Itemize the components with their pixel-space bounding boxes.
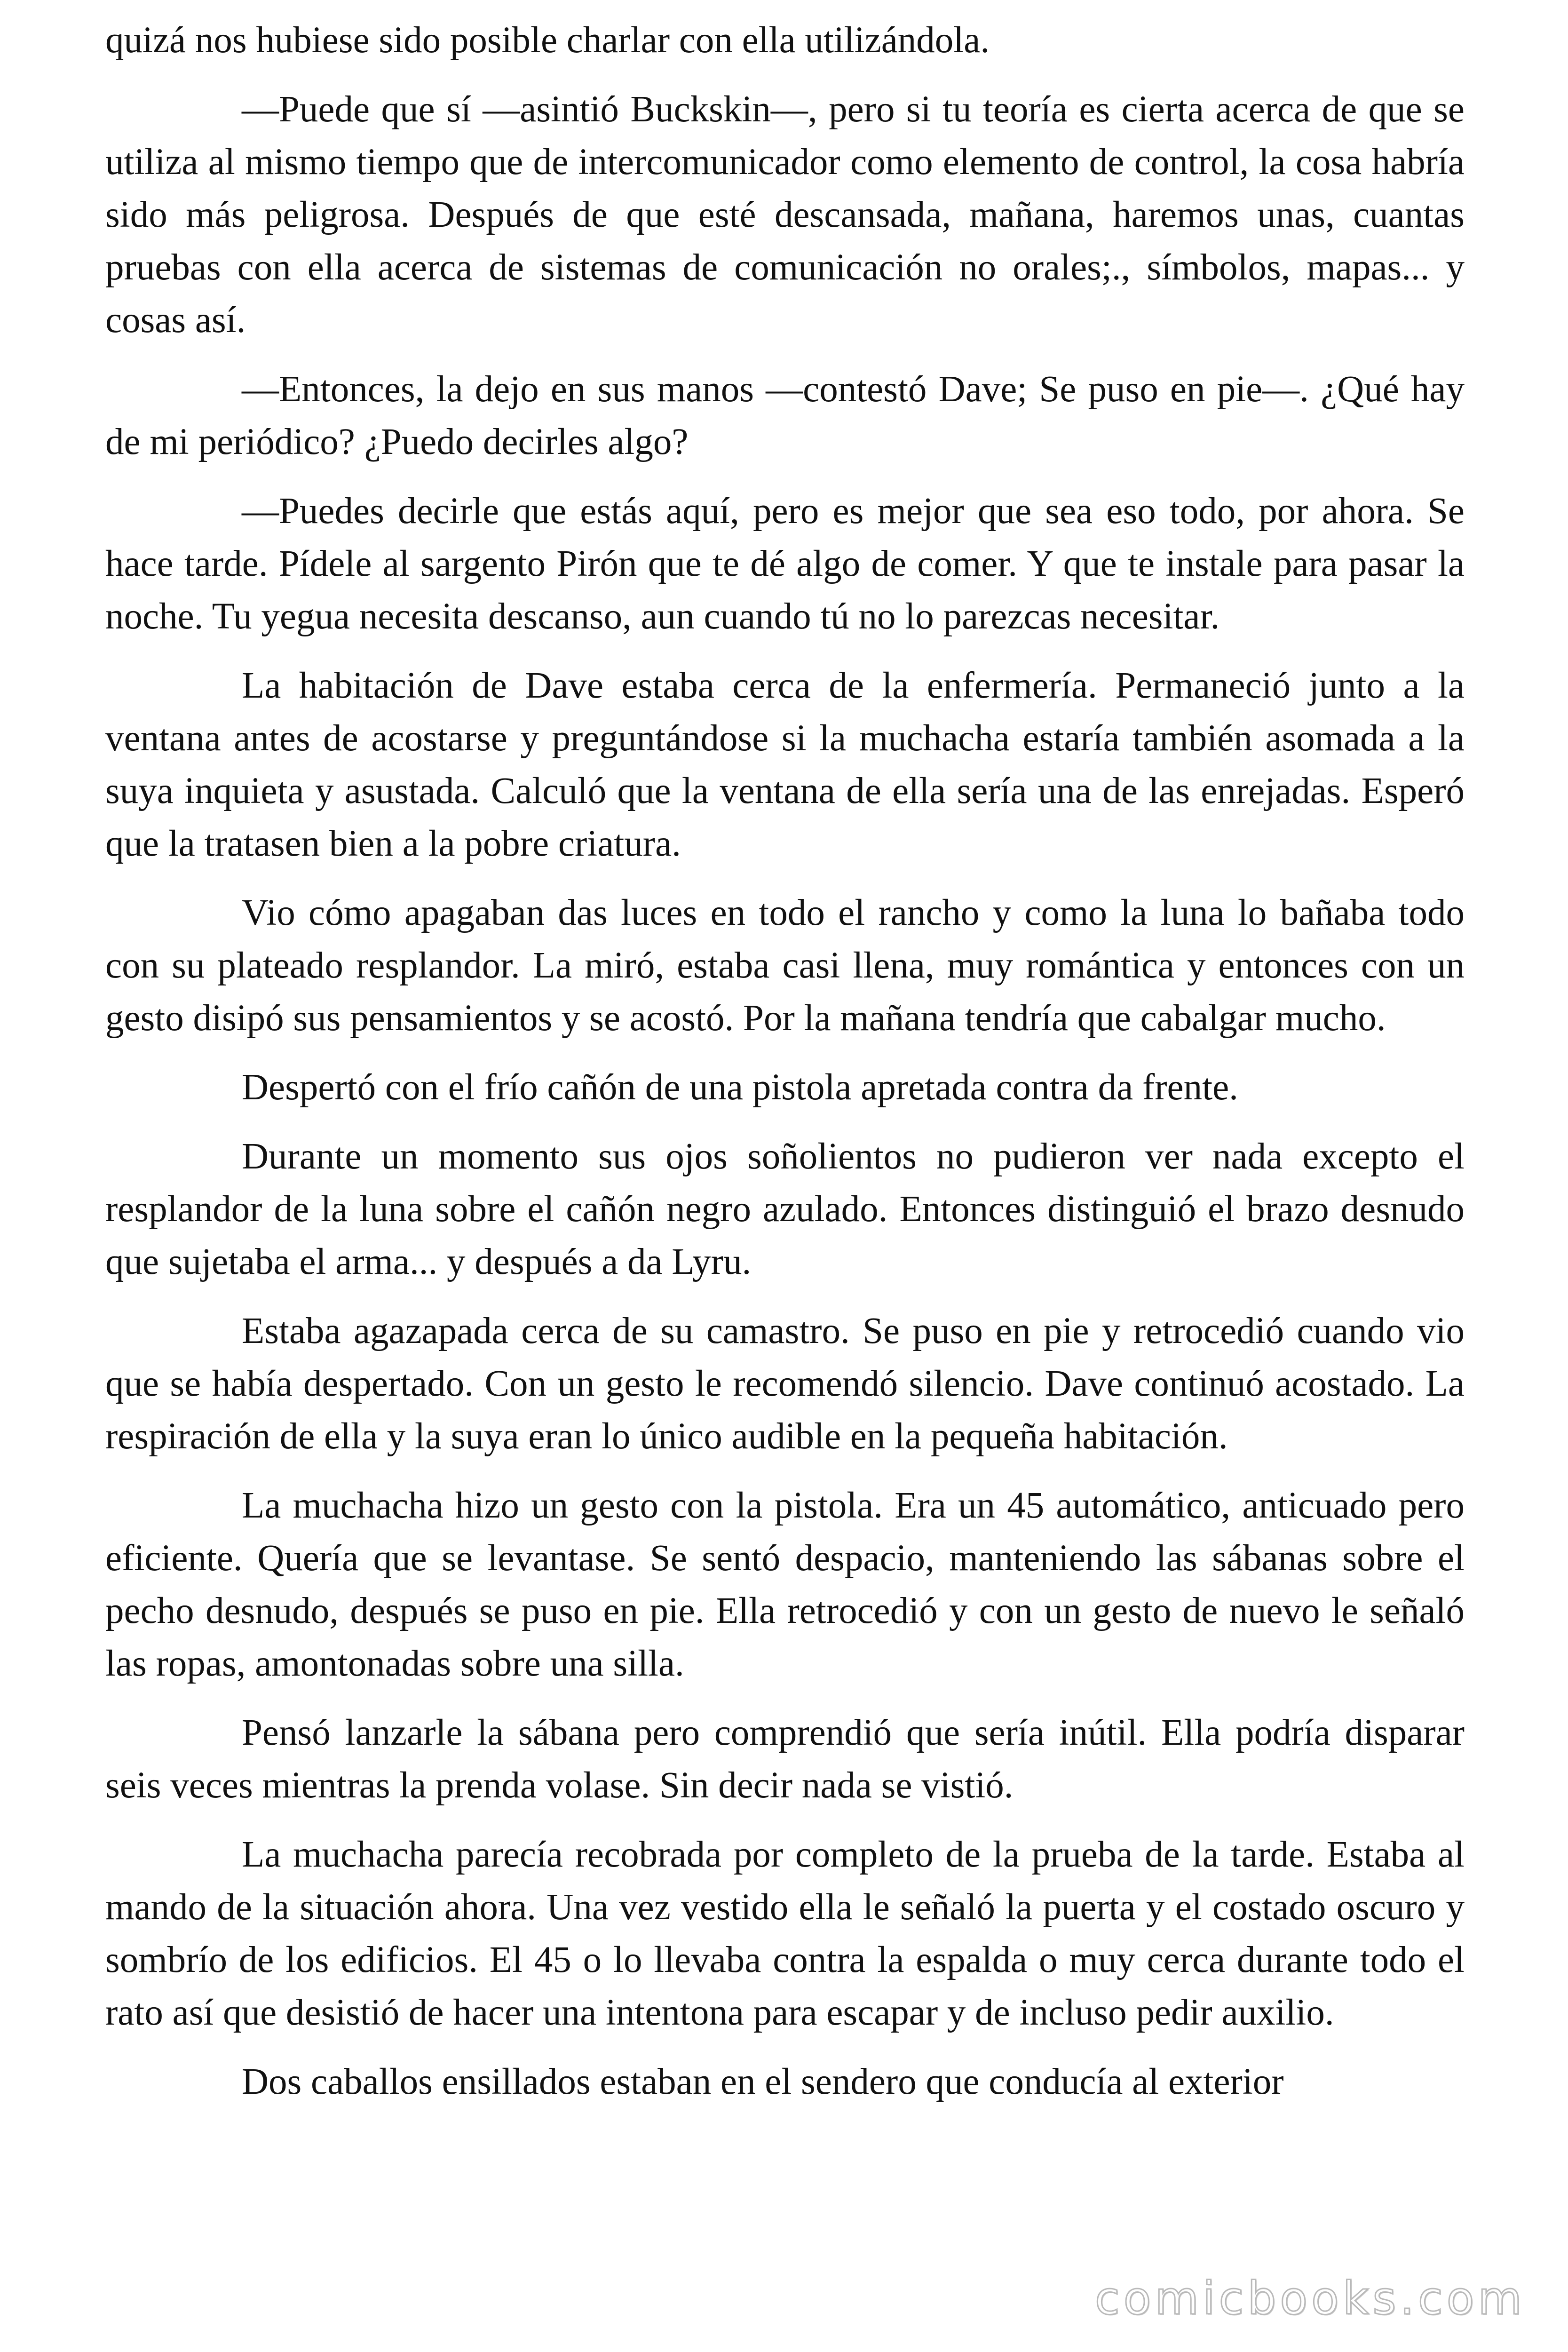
paragraph: —Puedes decirle que estás aquí, pero es mejor que sea eso todo, por ahora. Se hace tarde. Pídele al sargento Pirón que te dé algo de comer. Y que te instale para pasar la noche. Tu yegua necesita descanso, aun cuando tú no lo parezcas necesitar. (105, 491, 1465, 637)
paragraph: —Puede que sí —asintió Buckskin—, pero si tu teoría es cierta acerca de que se utiliza al mismo tiempo que de intercomunicador como elemento de control, la cosa habría sido más peligrosa. Después de que esté descansada, mañana, haremos unas, cuantas pruebas con ella acerca de sistemas de comunicación no orales;., símbolos, mapas... y cosas así. (105, 89, 1465, 341)
paragraph: Durante un momento sus ojos soñolientos no pudieron ver nada excepto el resplandor de la luna sobre el cañón negro azulado. Entonces distinguió el brazo desnudo que sujetaba el arma... y después a da Lyru. (105, 1136, 1465, 1282)
paragraph: Pensó lanzarle la sábana pero comprendió que sería inútil. Ella podría disparar seis veces mientras la prenda volase. Sin decir nada se vistió. (105, 1712, 1465, 1806)
watermark: comicbooks.com (1094, 2272, 1526, 2325)
paragraph-continuation: quizá nos hubiese sido posible charlar con ella utilizándola. (105, 20, 990, 61)
paragraph: Estaba agazapada cerca de su camastro. Se puso en pie y retrocedió cuando vio que se había despertado. Con un gesto le recomendó silencio. Dave continuó acostado. La respiración de ella y la suya eran lo único audible en la pequeña habitación. (105, 1311, 1465, 1457)
paragraph: La muchacha parecía recobrada por completo de la prueba de la tarde. Estaba al mando de la situación ahora. Una vez vestido ella le señaló la puerta y el costado oscuro y sombrío de los edificios. El 45 o lo llevaba contra la espalda o muy cerca durante todo el rato así que desistió de hacer una intentona para escapar y de incluso pedir auxilio. (105, 1834, 1465, 2033)
paragraph: Despertó con el frío cañón de una pistola apretada contra da frente. (242, 1067, 1238, 1108)
paragraph: Vio cómo apagaban das luces en todo el rancho y como la luna lo bañaba todo con su plateado resplandor. La miró, estaba casi llena, muy romántica y entonces con un gesto disipó sus pensamientos y se acostó. Por la mañana tendría que cabalgar mucho. (105, 892, 1465, 1039)
paragraph: —Entonces, la dejo en sus manos —contestó Dave; Se puso en pie—. ¿Qué hay de mi periódico? ¿Puedo decirles algo? (105, 369, 1465, 462)
paragraph: La habitación de Dave estaba cerca de la enfermería. Permaneció junto a la ventana antes de acostarse y preguntándose si la muchacha estaría también asomada a la suya inquieta y asustada. Calculó que la ventana de ella sería una de las enrejadas. Esperó que la tratasen bien a la pobre criatura. (105, 665, 1465, 864)
paragraph: La muchacha hizo un gesto con la pistola. Era un 45 automático, anticuado pero eficiente. Quería que se levantase. Se sentó despacio, manteniendo las sábanas sobre el pecho desnudo, después se puso en pie. Ella retrocedió y con un gesto de nuevo le señaló las ropas, amontonadas sobre una silla. (105, 1485, 1465, 1684)
paragraph-truncated: Dos caballos ensillados estaban en el sendero que conducía al exterior (242, 2061, 1284, 2102)
book-page (105, 14, 1465, 2125)
